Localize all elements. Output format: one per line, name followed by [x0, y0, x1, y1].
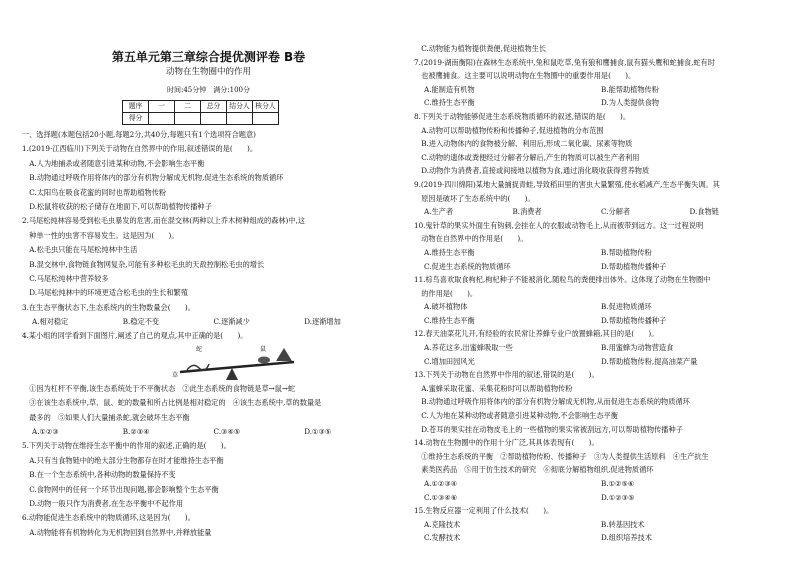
- question-line: ③在该生态系统中,草、鼠、蛇的数量和所占比例是相对稳定的 ④该生态系统中,草的数量是: [22, 398, 322, 408]
- exam-meta: 时间:45分钟 满分:100分: [167, 86, 250, 94]
- option-row: [414, 357, 778, 371]
- answer-option[interactable]: B.转基因技术: [601, 519, 645, 529]
- option-row: [414, 343, 778, 357]
- answer-option[interactable]: A.维持生态平衡: [424, 247, 475, 257]
- left-questions: [22, 130, 395, 542]
- score-cell: 得分: [123, 113, 149, 125]
- question-line: 4.某小组的同学看到下面图片,阐述了自己的观点,其中正确的是( )。: [22, 331, 248, 341]
- score-cell: 总分: [201, 101, 227, 113]
- option-row: [414, 302, 778, 316]
- question-line: D.苍耳的果实挂在动物皮毛上的一些植物的果实常被刮远方,可以帮助植物传播种子: [414, 424, 683, 434]
- question-line: 14.动物在生物圈中的作用十分广泛,其具体表现有( )。: [414, 438, 599, 448]
- answer-option[interactable]: C.逐渐减少: [213, 317, 250, 327]
- question-line: B.动物通过呼吸作用将体内的部分有机物分解成无机物,促进生态系统的物质循环: [22, 173, 284, 183]
- answer-option[interactable]: B.②③④: [122, 427, 150, 437]
- score-input-cell[interactable]: [201, 113, 227, 125]
- question-line: 9.(2019·四川绵阳)某地大量捕捉青蛙,导致稻田里的害虫大量繁殖,使水稻减产,生态平衡失调。其: [414, 179, 720, 189]
- question-line: B.动物通过呼吸作用将体内的部分有机物分解成无机物,从而促进生态系统的物质循环: [414, 397, 690, 407]
- question-line: 2.马尾松纯林容易受到松毛虫暴发的危害,而在混交林(两种以上乔木树种组成的森林)中,这: [22, 216, 305, 226]
- answer-option[interactable]: C.维持生态平衡: [424, 98, 475, 108]
- answer-option[interactable]: D.逐渐增加: [304, 317, 341, 327]
- answer-option[interactable]: A.①②③④: [424, 479, 458, 488]
- answer-option[interactable]: D.①②③⑤: [601, 492, 635, 502]
- question-line: 3.在生态平衡状态下,生态系统内的生物数量会( )。: [22, 302, 195, 312]
- question-line: 6.动物能促进生态系统中的物质循环,这是因为( )。: [22, 513, 195, 523]
- score-input-cell[interactable]: [227, 113, 253, 125]
- question-line: C.动物的遗体或粪便经过分解者分解后,产生的物质可以被生产者利用: [414, 152, 640, 162]
- answer-option[interactable]: A.相对稳定: [32, 317, 69, 327]
- question-line: ①维持生态系统的平衡 ②帮助植物传粉、传播种子 ③为人类提供生活原料 ④生产抗生: [414, 451, 709, 461]
- answer-option[interactable]: C.③④⑤: [213, 427, 241, 437]
- question-line: 1.(2019·江西临川)下列关于动物在自然界中的作用,叙述错误的是( )。: [22, 144, 258, 154]
- question-line: A.松毛虫只能在马尾松纯林中生活: [22, 245, 138, 255]
- score-table: [122, 100, 279, 125]
- answer-option[interactable]: D.组织培养技术: [601, 533, 652, 543]
- score-cell: 一: [149, 101, 175, 113]
- score-cell: 二: [175, 101, 201, 113]
- answer-option[interactable]: B.能帮助植物传粉: [601, 84, 659, 94]
- question-line: A.人为地捕杀或者随意引进某种动物,不会影响生态平衡: [22, 158, 205, 168]
- answer-option[interactable]: D.①③⑤: [304, 427, 332, 437]
- answer-option[interactable]: D.帮助植物传粉,提高油菜产量: [601, 356, 698, 366]
- question-line: B.进入动物体内的食物被分解、利用后,形成二氧化碳、尿素等物质: [414, 139, 633, 149]
- question-line: A.动物可以帮助植物传粉和传播种子,促进植物的分布范围: [414, 125, 604, 135]
- score-header-row: [123, 101, 279, 113]
- answer-option[interactable]: A.克隆技术: [424, 519, 461, 529]
- option-row: [414, 248, 778, 262]
- question-line: D.松鼠将收获的松子储存在地面下,可以帮助植物传播种子: [22, 201, 212, 211]
- answer-option[interactable]: B.促进物质循环: [601, 302, 652, 312]
- mouse-shape: [258, 356, 270, 363]
- score-cell: 题序: [123, 101, 149, 113]
- question-line: D.动物作为消费者,直接或间接地以植物为食,通过消化吸收获得营养物质: [414, 166, 650, 176]
- page-subtitle: 动物在生物圈中的作用: [165, 67, 251, 77]
- answer-option[interactable]: D.帮助植物传播种子: [601, 315, 667, 325]
- answer-option[interactable]: B.用蜜蜂为动物营造食: [601, 343, 674, 353]
- option-row: [414, 98, 778, 112]
- seesaw-illustration: [172, 346, 302, 384]
- option-row: [414, 493, 778, 507]
- question-line: C.食物网中的任何一个环节出现问题,都会影响整个生态平衡: [22, 484, 219, 494]
- option-row: [414, 85, 778, 99]
- question-line: C.太阳鸟在吸食花蜜的同时也帮助植物传粉: [22, 187, 167, 197]
- score-cell: 结分人: [227, 101, 253, 113]
- score-input-cell[interactable]: [253, 113, 279, 125]
- answer-option[interactable]: A.生产者: [424, 207, 454, 217]
- score-input-cell[interactable]: [149, 113, 175, 125]
- option-row: [414, 207, 778, 221]
- answer-option[interactable]: D.为人类提供食物: [601, 98, 660, 108]
- right-column: [414, 0, 778, 561]
- answer-option[interactable]: C.维持生态平衡: [424, 315, 475, 325]
- option-row: [414, 533, 778, 547]
- question-line: 8.下列关于动物能够促进生态系统物质循环的叙述,错误的是( )。: [414, 111, 631, 121]
- option-row: [22, 427, 395, 441]
- question-line: 素类医药品 ⑤用于仿生技术的研究 ⑥彻底分解植物组织,促进物质循环: [414, 465, 654, 475]
- question-line: A.蜜蜂采取花蜜、采集花粉时可以帮助植物传粉: [414, 383, 573, 393]
- answer-option[interactable]: A.①②③: [32, 427, 59, 437]
- question-line: 12.春天油菜花儿开,有经验的农民常让养蜂专业户放置蜂箱,其目的是( )。: [414, 329, 659, 339]
- answer-option[interactable]: C.分解者: [601, 207, 631, 217]
- option-row: [22, 317, 395, 331]
- answer-option[interactable]: B.消费者: [512, 207, 542, 217]
- question-line: C.人为地在某种动物或者随意引进某种动物,不会影响生态平衡: [414, 411, 618, 421]
- option-row: [414, 262, 778, 276]
- question-line: 最多的 ⑤如果人们大量捕杀蛇,就会破坏生态平衡: [22, 412, 190, 422]
- question-line: C.马尾松纯林中营养较多: [22, 273, 109, 283]
- question-line: 种单一性的虫害不容易发生。这是因为( )。: [22, 230, 179, 240]
- label-grass: 草: [172, 371, 179, 379]
- label-mouse: 鼠: [260, 345, 267, 353]
- score-cell: 核分人: [253, 101, 279, 113]
- answer-option[interactable]: C.增加田园风光: [424, 356, 475, 366]
- question-line: A.只有当食物链中的绝大部分生物都存在时才能维持生态平衡: [22, 455, 224, 465]
- question-line: 原因是破坏了生态系统中的( )。: [414, 193, 535, 203]
- grass-pile: [276, 348, 292, 361]
- question-line: 5.下列关于动物在维持生态平衡中的作用的叙述,正确的是( )。: [22, 441, 231, 451]
- answer-option[interactable]: C.促进生态系统的物质循环: [424, 261, 511, 271]
- score-input-cell[interactable]: [175, 113, 201, 125]
- answer-option[interactable]: B.帮助植物传粉: [601, 247, 652, 257]
- answer-option[interactable]: B.稳定不变: [122, 317, 160, 327]
- question-line: 也被鹰捕食。这主要可以说明动物在生物圈中的重要作用是( )。: [414, 71, 636, 81]
- question-line: 动物在自然界中的作用是( )。: [414, 234, 528, 244]
- answer-option[interactable]: D.帮助植物传播种子: [601, 261, 667, 271]
- label-snake: 蛇: [196, 345, 203, 353]
- seesaw-figure: [172, 346, 302, 384]
- option-row: [414, 316, 778, 330]
- question-line: 一、选择题(本题包括20小题,每题2分,共40分,每题只有1个选项符合题意): [22, 130, 256, 139]
- answer-option[interactable]: A.破坏植物体: [424, 302, 468, 312]
- question-line: 7.(2019·湖南衡阳)在森林生态系统中,兔和鼠吃草,兔有狼和鹰捕食,鼠有猫头鹰和蛇捕食,蛇有时: [414, 57, 715, 67]
- answer-option[interactable]: C.①③④⑥: [424, 492, 458, 502]
- answer-option[interactable]: A.能制造有机物: [424, 84, 475, 94]
- page-title: 第五单元第三章综合提优测评卷 B卷: [111, 50, 306, 64]
- question-line: 的作用是( )。: [414, 288, 478, 298]
- question-line: 15.生物反应器一定利用了什么技术( )。: [414, 506, 554, 516]
- answer-option[interactable]: B.①②⑤⑥: [601, 479, 635, 488]
- question-line: D.马尾松纯林中的环境更适合松毛虫的生长和繁殖: [22, 288, 188, 298]
- answer-option[interactable]: A.养花这多,出蜜蜂吸取一些: [424, 343, 513, 353]
- right-questions: [414, 44, 778, 547]
- seesaw-pivot: [226, 368, 238, 380]
- question-line: C.动物能为植物提供粪便,促进植物生长: [414, 44, 547, 53]
- question-line: D.动物一般只作为消费者,在生态平衡中不起作用: [22, 498, 184, 508]
- left-column: [22, 0, 395, 561]
- question-line: 10.鬼针草的果实外面生有钩刺,会挂在人的衣服或动物毛上,从而被带到远方。这一过程说明: [414, 220, 704, 230]
- option-row: [414, 479, 778, 493]
- question-line: ①因为杠杆不平衡,该生态系统处于不平衡状态 ②此生态系统的食物链是草→鼠→蛇: [22, 383, 296, 393]
- answer-option[interactable]: D.食物链: [689, 207, 719, 217]
- question-line: B.在一个生态系统中,各种动物的数量保持不变: [22, 470, 176, 480]
- score-value-row: [123, 113, 279, 125]
- question-line: 13.下列关于动物在自然界中作用的叙述,错误的是( )。: [414, 370, 599, 380]
- option-row: [414, 520, 778, 534]
- answer-option[interactable]: C.发酵技术: [424, 533, 461, 543]
- question-line: B.混交林中,食物链食物网复杂,可能有多种松毛虫的天敌控制松毛虫的增长: [22, 259, 265, 269]
- question-line: 11.棕鸟喜欢取食枸杞,枸杞种子不能被消化,随粒鸟的粪便排出体外。这体现了动物在生物圈中: [414, 275, 711, 285]
- question-line: A.动物能将有机物转化为无机物回到自然界中,并释放能量: [22, 527, 212, 537]
